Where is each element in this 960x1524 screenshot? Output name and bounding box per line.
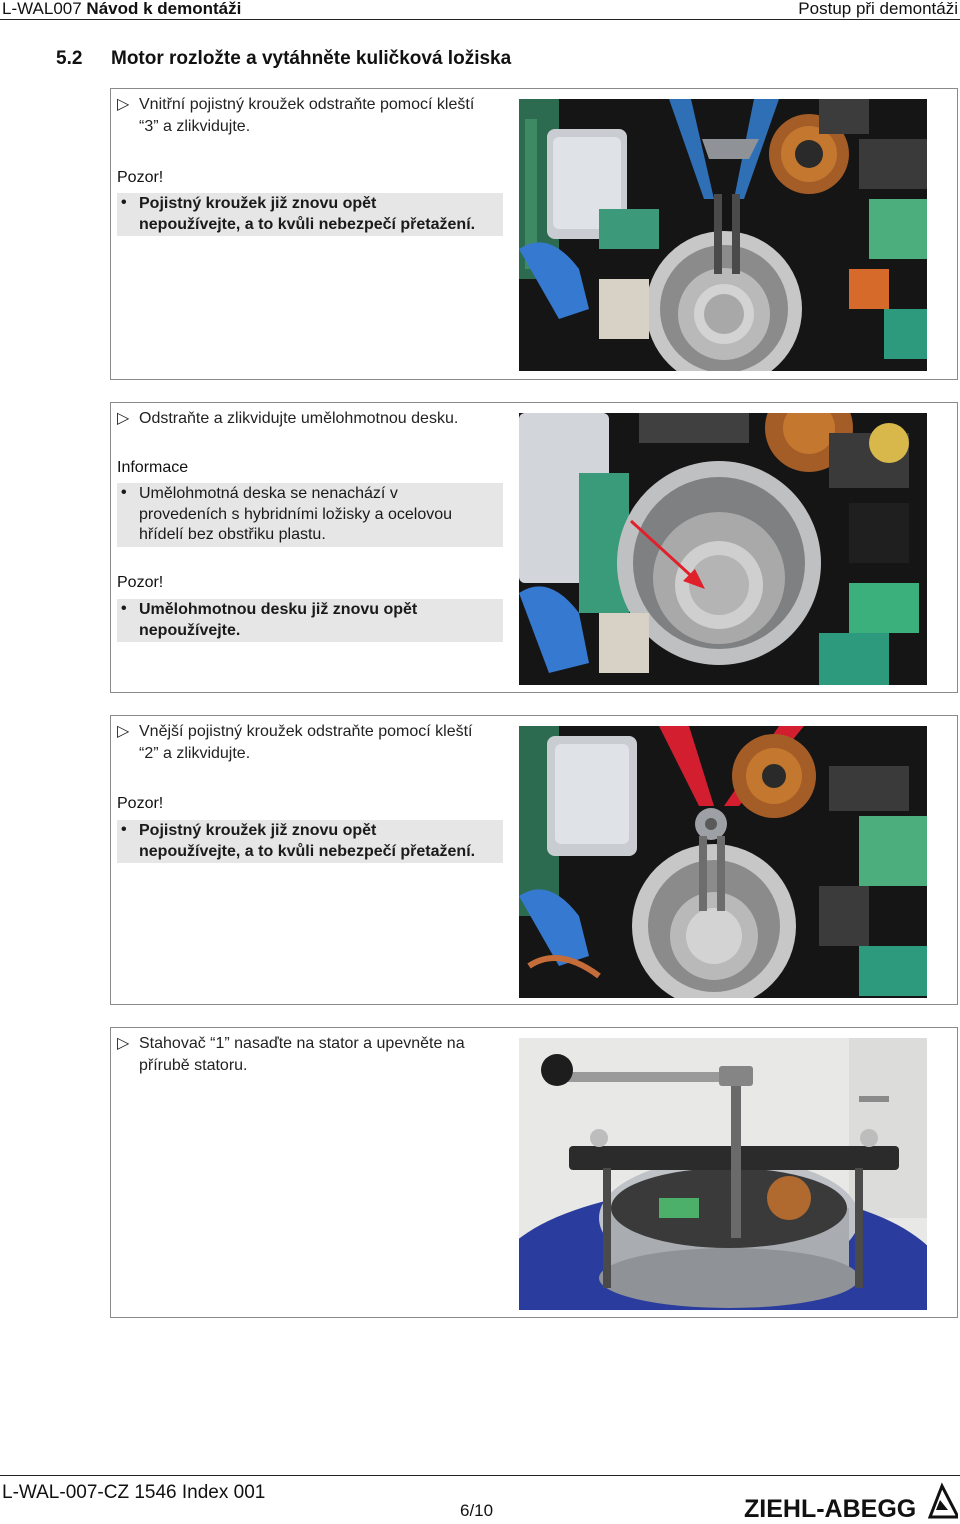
footer-page-number: 6/10 <box>460 1501 494 1520</box>
brand-logo-icon <box>744 1480 958 1520</box>
step-instruction: ▷ Vnitřní pojistný kroužek odstraňte pomocí kleští “3” a zlikvidujte. <box>117 96 475 135</box>
bullet-icon: • <box>121 484 127 501</box>
footer-doc-code: L-WAL-007-CZ 1546 Index 001 <box>2 1482 266 1503</box>
info-label: Informace <box>117 459 189 476</box>
warning-bullet: • Pojistný kroužek již znovu opět nepoužívejte, a to kvůli nebezpečí přetažení. <box>117 193 503 236</box>
warning-bullet: • Umělohmotnou desku již znovu opět nepoužívejte. <box>117 599 503 642</box>
photo-circlip-outer-icon <box>519 726 927 998</box>
step-triangle-icon: ▷ <box>117 96 130 113</box>
section-number: 5.2 <box>56 48 83 69</box>
bullet-icon: • <box>121 194 127 211</box>
step-box-4 <box>110 1027 958 1318</box>
warning-bullet: • Pojistný kroužek již znovu opět nepoužívejte, a to kvůli nebezpečí přetažení. <box>117 820 503 863</box>
header-doc-id: L-WAL007 <box>2 0 82 18</box>
bullet-icon: • <box>121 821 127 838</box>
step-triangle-icon: ▷ <box>117 723 130 740</box>
bullet-icon: • <box>121 600 127 617</box>
section-title <box>56 48 511 70</box>
step-instruction: ▷ Odstraňte a zlikvidujte umělohmotnou desku. <box>117 408 509 430</box>
photo-puller-icon <box>519 1038 927 1310</box>
header-section: Postup při demontáži <box>798 0 958 18</box>
page-header <box>0 0 960 20</box>
step-triangle-icon: ▷ <box>117 1035 130 1052</box>
svg-text:ZIEHL-ABEGG: ZIEHL-ABEGG <box>744 1495 917 1520</box>
header-doc-title: Návod k demontáži <box>86 0 242 18</box>
footer-rule <box>0 1475 960 1476</box>
step-triangle-icon: ▷ <box>117 410 130 427</box>
step-box-1 <box>110 88 958 380</box>
info-bullet: • Umělohmotná deska se nenachází v provedeních s hybridními ložisky a ocelovou hřídelí bez obstřiku plastu. <box>117 483 503 547</box>
warning-label: Pozor! <box>117 574 164 591</box>
warning-label: Pozor! <box>117 795 164 812</box>
photo-circlip-inner-icon <box>519 99 927 371</box>
header-doc <box>2 0 241 19</box>
step-box-3 <box>110 715 958 1005</box>
step-instruction: ▷ Vnější pojistný kroužek odstraňte pomocí kleští “2” a zlikvidujte. <box>117 723 473 762</box>
step-instruction: ▷ Stahovač “1” nasaďte na stator a upevněte na přírubě statoru. <box>117 1035 465 1074</box>
warning-label: Pozor! <box>117 169 164 186</box>
photo-plastic-disc-icon <box>519 413 927 685</box>
section-title-text: Motor rozložte a vytáhněte kuličková ložiska <box>111 48 512 69</box>
step-box-2 <box>110 402 958 693</box>
